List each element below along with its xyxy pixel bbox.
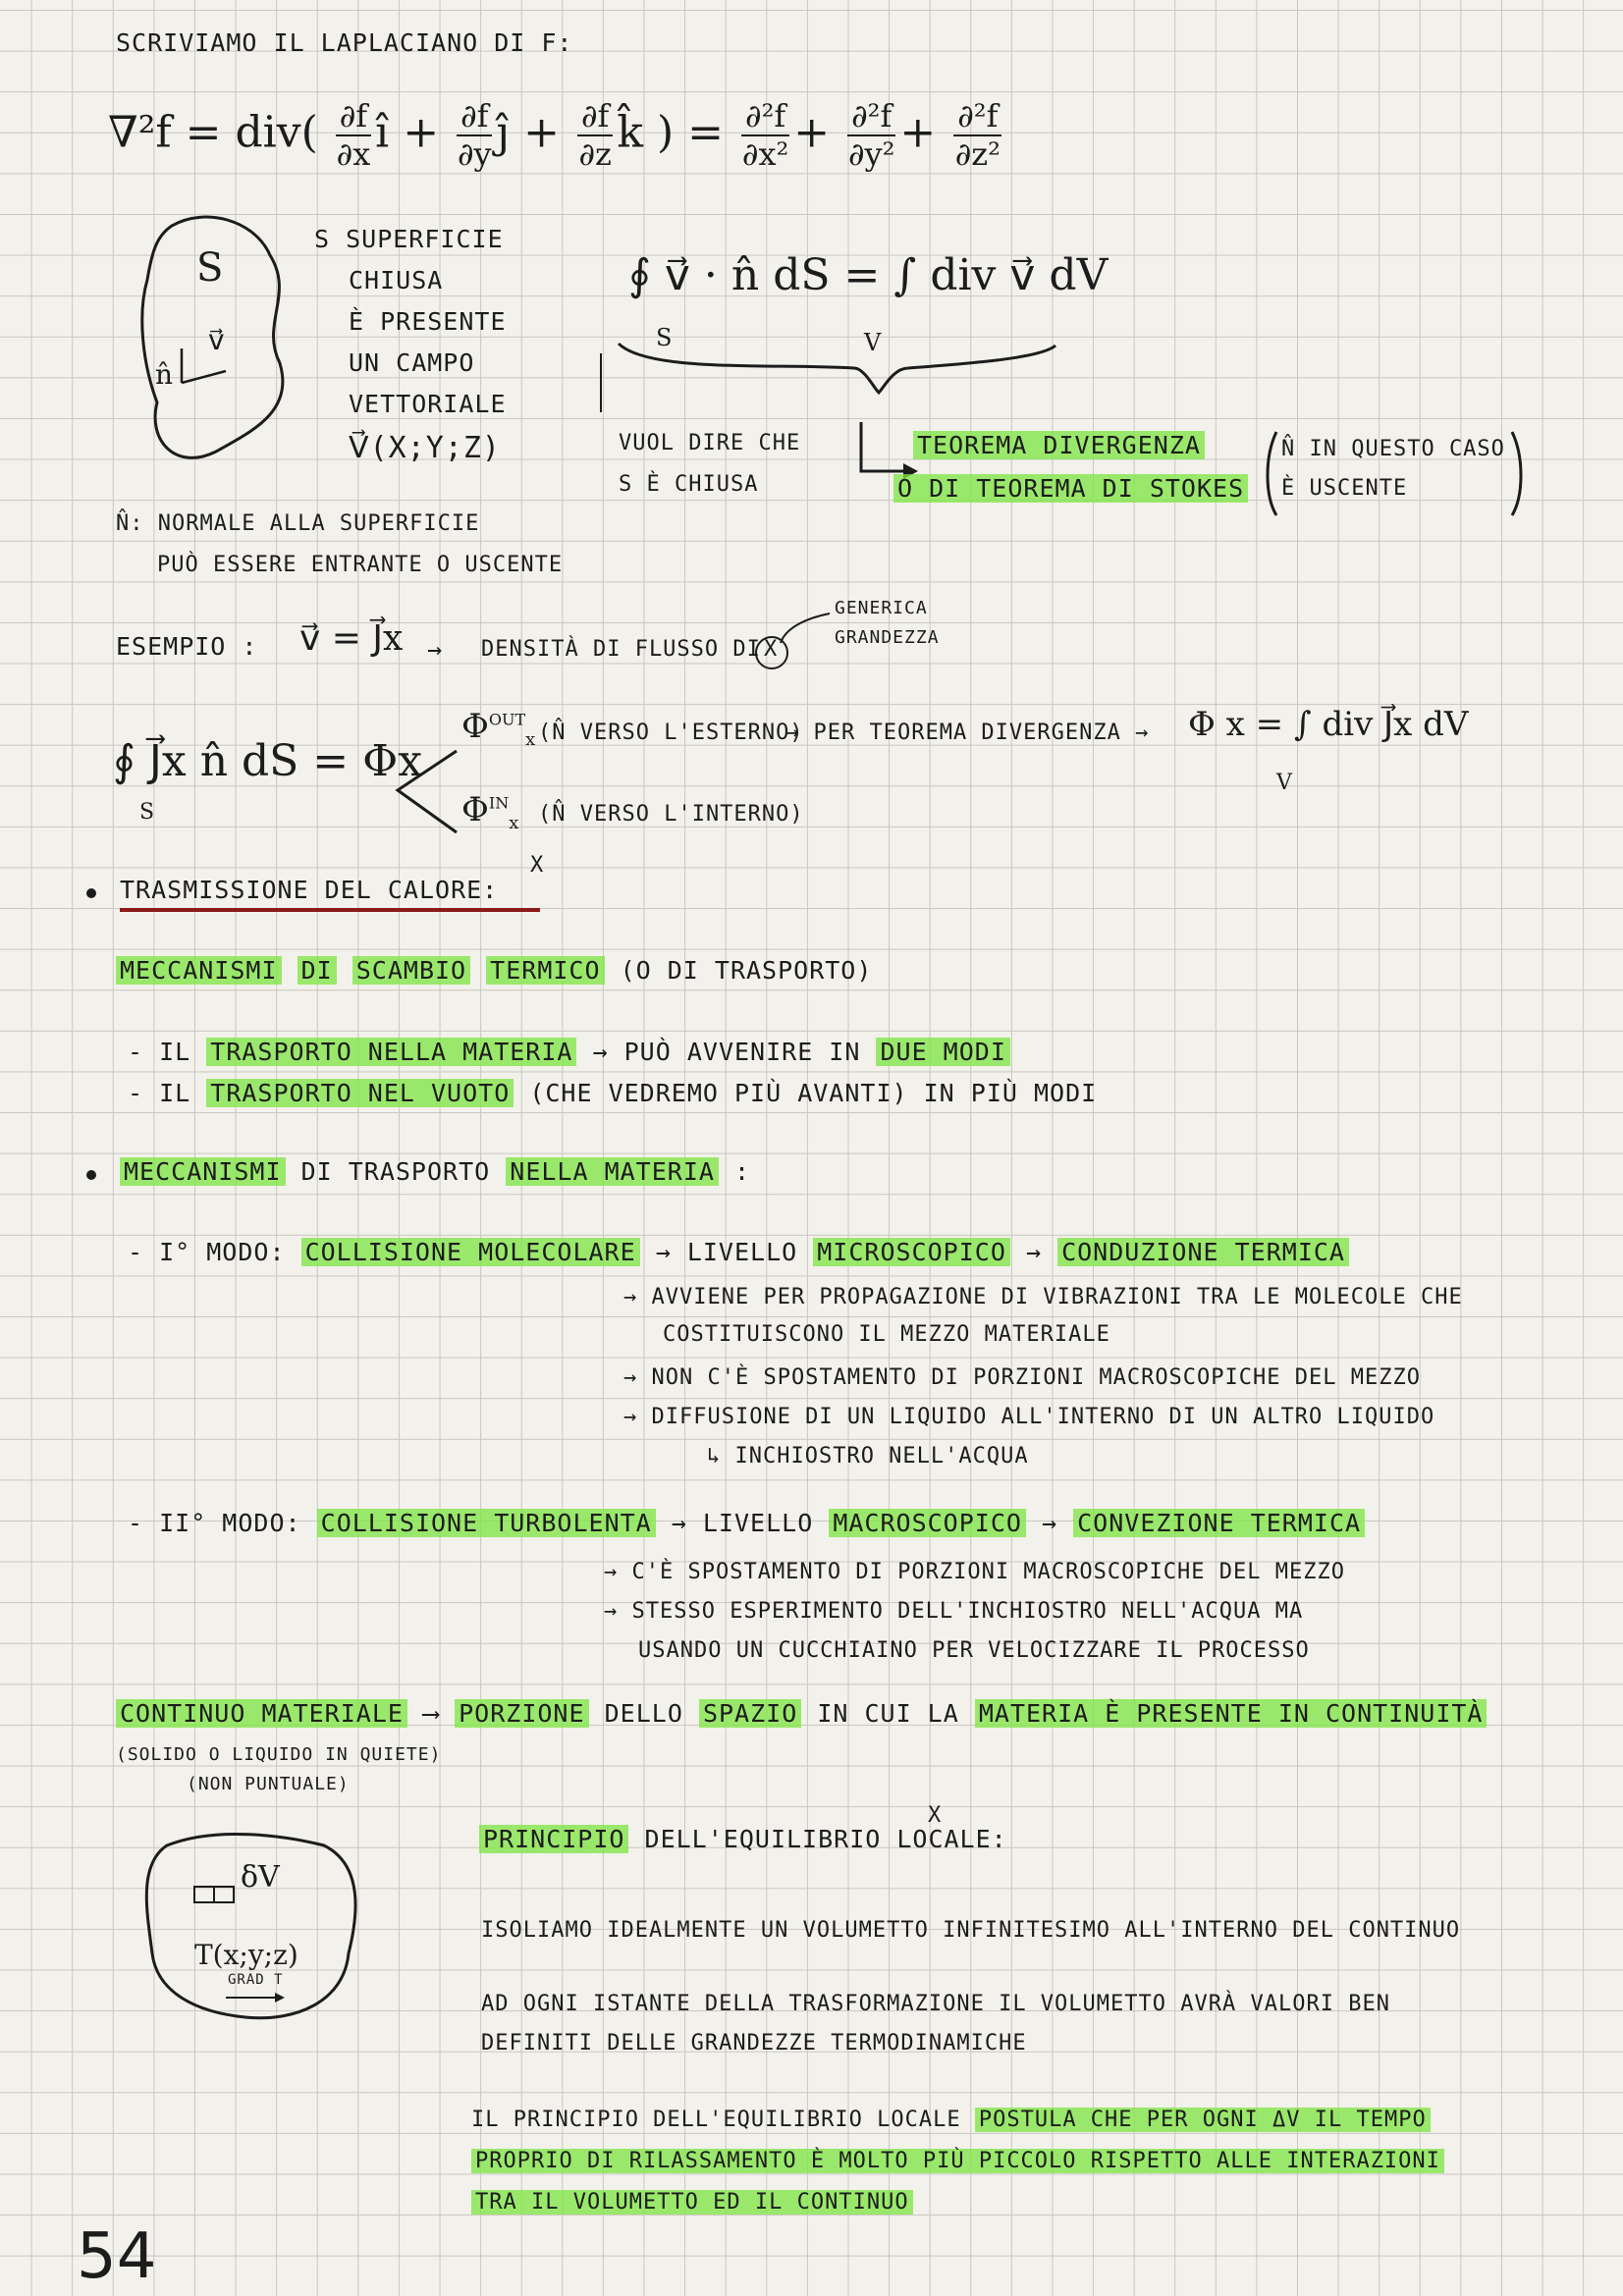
section-mark: X <box>530 853 545 878</box>
frac-1: $\frac{\partial f}{\partial x}$ <box>336 97 371 173</box>
closed-note-1: VUOL DIRE CHE <box>619 431 801 455</box>
principle-p3b: PROPRIO DI RILASSAMENTO È MOLTO PIÙ PICCOLO RISPETTO ALLE INTERAZIONI <box>471 2150 1444 2173</box>
normal-note-1: N̂: NORMALE ALLA SUPERFICIE <box>116 511 480 536</box>
mode1-line: - I° MODO: COLLISIONE MOLECOLARE → LIVELLO MICROSCOPICO → CONDUZIONE TERMICA <box>128 1239 1349 1266</box>
continuo-sub-2: (NON PUNTUALE) <box>187 1774 350 1794</box>
principle-p3c: TRA IL VOLUMETTO ED IL CONTINUO <box>471 2191 913 2215</box>
esempio-text: DENSITÀ DI FLUSSO DI <box>481 637 761 662</box>
mode1-point: → DIFFUSIONE DI UN LIQUIDO ALL'INTERNO DI UN ALTRO LIQUIDO <box>623 1405 1435 1429</box>
laplacian-equation: ∇²f = div( $\frac{\partial f}{\partial x}$ î + $\frac{\partial f}{\partial y}$ ĵ + $\frac{\partial f}{\partial z}$ k̂ ) = $\frac{\text{∂²f}}{\text{∂x²}}$ + $\frac{\text{∂²f}}{\text{∂y²}}$ + $\frac{\text{∂²f}}{\text{∂z²}}$ <box>108 97 1001 173</box>
mode2-point: → STESSO ESPERIMENTO DELL'INCHIOSTRO NELL'ACQUA MA <box>604 1599 1304 1624</box>
mode2-line: - II° MODO: COLLISIONE TURBOLENTA → LIVELLO MACROSCOPICO → CONVEZIONE TERMICA <box>128 1510 1365 1537</box>
continuo-sub-1: (SOLIDO O LIQUIDO IN QUIETE) <box>116 1744 442 1765</box>
flux-sub-v: V <box>1276 771 1292 795</box>
div-sub-v: V <box>864 329 882 356</box>
page-number: 54 <box>77 2220 157 2293</box>
frac-6: $\frac{\text{∂²f}}{\text{∂z²}}$ <box>954 97 1001 173</box>
temperature-label: T(x;y;z) <box>194 1939 298 1971</box>
theorem-line-2: O DI TEOREMA DI STOKES <box>893 475 1248 503</box>
principle-title: PRINCIPIO DELL'EQUILIBRIO LOCALE: <box>479 1826 1007 1853</box>
flux-sub-s: S <box>139 800 155 825</box>
delta-v-label: δV <box>241 1860 280 1895</box>
frac-3: $\frac{\partial f}{\partial z}$ <box>578 97 612 173</box>
section-title-mechanisms: MECCANISMI DI TRASPORTO NELLA MATERIA : <box>120 1158 750 1186</box>
mode2-point: → C'È SPOSTAMENTO DI PORZIONI MACROSCOPICHE DEL MEZZO <box>604 1560 1345 1584</box>
bullet <box>86 1170 96 1180</box>
surface-s-label: S <box>196 245 224 291</box>
flux-out-note: (N̂ VERSO L'ESTERNO) <box>538 721 804 745</box>
transport-line-2: - IL TRASPORTO NEL VUOTO (CHE VEDREMO PIÙ AVANTI) IN PIÙ MODI <box>128 1079 1098 1107</box>
flux-out-rhs: Φ x = ∫ div J⃗x dV <box>1188 705 1469 744</box>
frac-5: $\frac{\text{∂²f}}{\text{∂y²}}$ <box>848 97 895 173</box>
theorem-line-1: TEOREMA DIVERGENZA <box>913 432 1205 459</box>
section-title-transmission: TRASMISSIONE DEL CALORE: <box>120 876 499 904</box>
mode1-point: COSTITUISCONO IL MEZZO MATERIALE <box>663 1322 1110 1347</box>
bullet <box>86 888 96 898</box>
continuo-line: CONTINUO MATERIALE ⟶ PORZIONE DELLO SPAZIO IN CUI LA MATERIA È PRESENTE IN CONTINUITÀ <box>116 1700 1487 1728</box>
paren-note-1: N̂ IN QUESTO CASO <box>1281 437 1505 461</box>
flux-in-note: (N̂ VERSO L'INTERNO) <box>538 802 804 827</box>
principle-p2b: DEFINITI DELLE GRANDEZZE TERMODINAMICHE <box>481 2031 1027 2056</box>
principle-p2a: AD OGNI ISTANTE DELLA TRASFORMAZIONE IL VOLUMETTO AVRÀ VALORI BEN <box>481 1992 1390 2016</box>
mode1-point: ↳ INCHIOSTRO NELL'ACQUA <box>707 1444 1029 1468</box>
flux-lhs: ∮ J⃗x n̂ dS = Φx <box>113 736 423 786</box>
mode1-point: → NON C'È SPOSTAMENTO DI PORZIONI MACROSCOPICHE DEL MEZZO <box>623 1365 1421 1390</box>
esempio-arrow: → <box>427 635 444 664</box>
grad-label: GRAD T <box>228 1972 284 1988</box>
flux-in: $\Phi^{IN}_x$ <box>461 790 519 833</box>
frac-4: $\frac{\text{∂²f}}{\text{∂x²}}$ <box>741 97 789 173</box>
paren-note-2: È USCENTE <box>1281 476 1408 501</box>
title-line: SCRIVIAMO IL LAPLACIANO DI F: <box>116 28 573 57</box>
laplacian-lhs: ∇²f = div( <box>108 107 318 158</box>
flux-out: $\Phi^{OUT}_x$ <box>461 707 536 750</box>
principle-mark: X <box>928 1803 943 1828</box>
normal-label: n̂ <box>155 358 174 391</box>
normal-note-2: PUÒ ESSERE ENTRANTE O USCENTE <box>157 553 564 577</box>
esempio-circled-x: X <box>764 637 779 662</box>
closed-note-2: S È CHIUSA <box>619 472 759 497</box>
generica-2: GRANDEZZA <box>835 627 940 648</box>
mechanisms-line: MECCANISMI DI SCAMBIO TERMICO (O DI TRASPORTO) <box>116 957 872 985</box>
div-sub-s: S <box>656 324 673 351</box>
mode1-point: → AVVIENE PER PROPAGAZIONE DI VIBRAZIONI TRA LE MOLECOLE CHE <box>623 1285 1463 1309</box>
flux-out-arrow: → PER TEOREMA DIVERGENZA → <box>785 721 1150 745</box>
generica-1: GENERICA <box>835 598 928 618</box>
esempio-eq: v⃗ = J⃗x <box>299 618 404 659</box>
transport-line-1: - IL TRASPORTO NELLA MATERIA → PUÒ AVVENIRE IN DUE MODI <box>128 1039 1010 1066</box>
esempio-label: ESEMPIO : <box>116 632 258 661</box>
divergence-equation: ∮ v⃗ · n̂ dS = ∫ div v⃗ dV <box>628 250 1109 300</box>
mode2-point: USANDO UN CUCCHIAINO PER VELOCIZZARE IL PROCESSO <box>638 1638 1310 1663</box>
principle-p3a: IL PRINCIPIO DELL'EQUILIBRIO LOCALE POSTULA CHE PER OGNI ΔV IL TEMPO <box>471 2109 1431 2132</box>
frac-2: $\frac{\partial f}{\partial y}$ <box>457 97 492 173</box>
principle-p1: ISOLIAMO IDEALMENTE UN VOLUMETTO INFINITESIMO ALL'INTERNO DEL CONTINUO <box>481 1918 1461 1943</box>
vector-label: v⃗ <box>208 324 225 356</box>
